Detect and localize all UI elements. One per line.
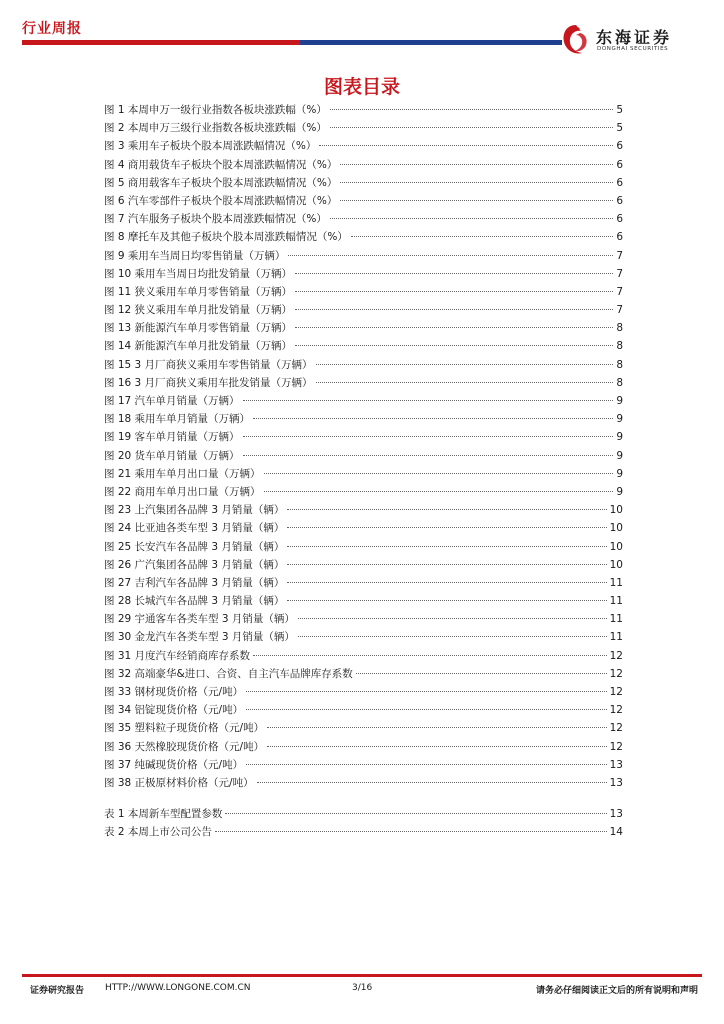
- toc-leader-dots: [340, 200, 613, 201]
- toc-entry-page: 11: [609, 595, 623, 608]
- toc-entry-label: 图 14 新能源汽车单月批发销量（万辆）: [104, 340, 293, 353]
- toc-leader-dots: [287, 509, 606, 510]
- toc-entry[interactable]: [104, 823, 623, 841]
- toc-entry-page: 8: [616, 376, 623, 389]
- toc-leader-dots: [295, 345, 613, 346]
- toc-entry[interactable]: [104, 447, 623, 465]
- toc-leader-dots: [288, 255, 613, 256]
- toc-entry-page: 12: [609, 686, 623, 698]
- toc-entry[interactable]: [104, 137, 623, 155]
- toc-entry-page: 6: [616, 213, 623, 226]
- toc-entry-label: 表 1 本周新车型配置参数: [104, 808, 223, 821]
- toc-leader-dots: [264, 491, 614, 492]
- toc-entry-label: 图 17 汽车单月销量（万辆）: [104, 395, 240, 407]
- toc-entry[interactable]: [104, 556, 623, 574]
- toc-entry[interactable]: [104, 610, 623, 628]
- toc-entry-page: 10: [609, 504, 623, 517]
- toc-entry-page: 6: [616, 140, 623, 153]
- toc-entry-label: 图 25 长安汽车各品牌 3 月销量（辆）: [104, 540, 285, 553]
- toc-entry[interactable]: [104, 483, 623, 501]
- footer-disclaimer: 请务必仔细阅读正文后的所有说明和声明: [535, 986, 698, 996]
- toc-entry-label: 图 13 新能源汽车单月零售销量（万辆）: [104, 322, 293, 335]
- footer-report-type: 证券研究报告: [30, 986, 85, 996]
- toc-list: [104, 101, 623, 842]
- toc-entry-page: 6: [616, 194, 623, 207]
- toc-entry[interactable]: [104, 301, 623, 319]
- toc-entry[interactable]: [104, 319, 623, 337]
- toc-leader-dots: [330, 127, 613, 128]
- toc-entry[interactable]: [104, 774, 623, 792]
- toc-leader-dots: [298, 618, 607, 619]
- toc-entry-page: 7: [616, 285, 623, 298]
- toc-leader-dots: [351, 236, 613, 237]
- toc-entry-label: 图 30 金龙汽车各类车型 3 月销量（辆）: [104, 631, 295, 644]
- toc-leader-dots: [316, 364, 614, 365]
- toc-entry-label: 图 8 摩托车及其他子板块个股本周涨跌幅情况（%）: [104, 231, 348, 244]
- toc-leader-dots: [340, 182, 613, 183]
- toc-entry-label: 图 21 乘用车单月出口量（万辆）: [104, 467, 261, 480]
- toc-entry-page: 9: [616, 413, 623, 426]
- toc-entry[interactable]: [104, 805, 623, 823]
- header-rule-blue: [300, 40, 562, 45]
- toc-entry-label: 图 22 商用车单月出口量（万辆）: [104, 485, 261, 498]
- footer-website-link[interactable]: HTTP://WWW.LONGONE.COM.CN: [105, 983, 251, 993]
- toc-leader-dots: [246, 709, 607, 710]
- toc-entry-label: 图 37 纯碱现货价格（元/吨）: [104, 758, 244, 771]
- toc-entry-label: 图 15 3 月厂商狭义乘用车零售销量（万辆）: [104, 358, 313, 371]
- toc-entry-label: 图 4 商用载货车子板块个股本周涨跌幅情况（%）: [104, 158, 338, 171]
- toc-title: 图表目录: [323, 76, 400, 98]
- toc-leader-dots: [287, 600, 606, 601]
- toc-entry[interactable]: [104, 628, 623, 646]
- toc-section-gap: [104, 792, 623, 805]
- toc-entry[interactable]: [104, 428, 623, 446]
- toc-entry-page: 10: [609, 522, 623, 535]
- toc-leader-dots: [287, 546, 606, 547]
- toc-entry[interactable]: [104, 356, 623, 374]
- toc-entry-label: 图 29 宇通客车各类车型 3 月销量（辆）: [104, 613, 295, 626]
- toc-entry[interactable]: [104, 574, 623, 592]
- toc-entry-label: 图 26 广汽集团各品牌 3 月销量（辆）: [104, 558, 285, 571]
- toc-leader-dots: [225, 813, 606, 814]
- toc-entry-page: 6: [616, 231, 623, 244]
- toc-leader-dots: [356, 673, 607, 674]
- toc-entry-page: 13: [609, 758, 623, 771]
- toc-entry[interactable]: [104, 192, 623, 210]
- toc-leader-dots: [287, 582, 606, 583]
- toc-entry-label: 图 34 铝锭现货价格（元/吨）: [104, 704, 244, 717]
- toc-entry[interactable]: [104, 156, 623, 174]
- toc-entry-label: 图 9 乘用车当周日均零售销量（万辆）: [104, 249, 286, 262]
- toc-entry-page: 12: [609, 740, 623, 753]
- toc-leader-dots: [215, 831, 607, 832]
- toc-entry-label: 图 12 狭义乘用车单月批发销量（万辆）: [104, 304, 293, 317]
- toc-entry-label: 图 7 汽车服务子板块个股本周涨跌幅情况（%）: [104, 213, 327, 226]
- toc-leader-dots: [267, 746, 607, 747]
- toc-entry[interactable]: [104, 337, 623, 355]
- toc-entry[interactable]: [104, 410, 623, 428]
- toc-entry-label: 图 38 正极原材料价格（元/吨）: [104, 776, 254, 789]
- toc-leader-dots: [287, 527, 606, 528]
- toc-entry-page: 10: [609, 558, 623, 571]
- toc-entry-page: 8: [616, 322, 623, 335]
- toc-entry-page: 6: [616, 158, 623, 171]
- toc-entry-label: 图 11 狭义乘用车单月零售销量（万辆）: [104, 285, 293, 298]
- company-logo: [560, 22, 710, 62]
- dragon-logo-icon: [560, 22, 592, 58]
- toc-entry-page: 9: [616, 485, 623, 498]
- toc-entry-page: 7: [616, 304, 623, 317]
- toc-entry-label: 图 23 上汽集团各品牌 3 月销量（辆）: [104, 504, 285, 517]
- toc-entry[interactable]: [104, 374, 623, 392]
- toc-leader-dots: [246, 764, 607, 765]
- toc-entry-page: 7: [616, 267, 623, 280]
- toc-entry-page: 9: [616, 431, 623, 444]
- toc-entry-page: 8: [616, 340, 623, 353]
- toc-leader-dots: [316, 382, 614, 383]
- toc-entry[interactable]: [104, 501, 623, 519]
- toc-leader-dots: [330, 218, 613, 219]
- toc-entry-label: 图 1 本周申万一级行业指数各板块涨跌幅（%）: [104, 104, 327, 116]
- toc-entry[interactable]: [104, 174, 623, 192]
- toc-leader-dots: [243, 436, 614, 437]
- toc-entry-page: 11: [609, 631, 623, 644]
- toc-leader-dots: [295, 273, 613, 274]
- toc-entry[interactable]: [104, 683, 623, 701]
- toc-entry-page: 12: [609, 649, 623, 662]
- toc-entry-label: 图 28 长城汽车各品牌 3 月销量（辆）: [104, 595, 285, 608]
- toc-leader-dots: [267, 727, 607, 728]
- toc-entry[interactable]: [104, 647, 623, 665]
- toc-entry-label: 图 20 货车单月销量（万辆）: [104, 449, 240, 462]
- toc-leader-dots: [319, 145, 613, 146]
- toc-entry-label: 图 19 客车单月销量（万辆）: [104, 431, 240, 444]
- toc-entry-label: 图 2 本周申万三级行业指数各板块涨跌幅（%）: [104, 122, 327, 135]
- toc-entry[interactable]: [104, 719, 623, 737]
- toc-entry-label: 图 3 乘用车子板块个股本周涨跌幅情况（%）: [104, 140, 317, 153]
- toc-entry-page: 9: [616, 449, 623, 462]
- toc-entry[interactable]: [104, 119, 623, 137]
- toc-entry-page: 12: [609, 667, 623, 680]
- toc-entry[interactable]: [104, 265, 623, 283]
- toc-entry-page: 9: [616, 467, 623, 480]
- toc-leader-dots: [330, 109, 613, 110]
- toc-entry[interactable]: [104, 101, 623, 119]
- toc-leader-dots: [257, 782, 607, 783]
- toc-entry[interactable]: [104, 519, 623, 537]
- toc-leader-dots: [264, 473, 614, 474]
- logo-chinese-name: 东海证券: [596, 28, 673, 47]
- footer-rule: [22, 974, 702, 977]
- toc-entry-page: 13: [609, 776, 623, 789]
- toc-entry[interactable]: [104, 228, 623, 246]
- toc-leader-dots: [253, 418, 613, 419]
- toc-entry[interactable]: [104, 701, 623, 719]
- toc-entry[interactable]: [104, 283, 623, 301]
- toc-entry-label: 图 32 高端豪华&进口、合资、自主汽车品牌库存系数: [104, 667, 353, 680]
- toc-leader-dots: [298, 636, 607, 637]
- toc-entry-label: 图 5 商用载客车子板块个股本周涨跌幅情况（%）: [104, 176, 338, 189]
- toc-entry-page: 13: [609, 808, 623, 821]
- toc-entry-page: 14: [609, 826, 623, 839]
- toc-entry-label: 图 24 比亚迪各类车型 3 月销量（辆）: [104, 522, 285, 535]
- footer-page-number: 3/16: [352, 983, 373, 993]
- toc-leader-dots: [295, 327, 613, 328]
- logo-english-name: DONGHAI SECURITIES: [597, 46, 669, 52]
- toc-leader-dots: [243, 400, 614, 401]
- toc-entry-page: 9: [616, 395, 623, 407]
- toc-entry-label: 图 36 天然橡胶现货价格（元/吨）: [104, 740, 265, 753]
- toc-entry[interactable]: [104, 538, 623, 556]
- toc-entry[interactable]: [104, 247, 623, 265]
- toc-leader-dots: [295, 309, 613, 310]
- toc-entry-label: 图 27 吉利汽车各品牌 3 月销量（辆）: [104, 576, 285, 589]
- toc-entry-page: 10: [609, 540, 623, 553]
- toc-entry-page: 12: [609, 704, 623, 717]
- toc-entry-label: 图 10 乘用车当周日均批发销量（万辆）: [104, 267, 293, 280]
- toc-leader-dots: [287, 564, 606, 565]
- toc-entry-page: 6: [616, 176, 623, 189]
- toc-entry-page: 7: [616, 249, 623, 262]
- toc-entry-label: 图 16 3 月厂商狭义乘用车批发销量（万辆）: [104, 376, 313, 389]
- toc-entry[interactable]: [104, 210, 623, 228]
- toc-entry-label: 图 33 钢材现货价格（元/吨）: [104, 686, 244, 698]
- toc-entry-page: 5: [616, 104, 623, 116]
- toc-entry-label: 图 35 塑料粒子现货价格（元/吨）: [104, 722, 265, 735]
- toc-entry-page: 5: [616, 122, 623, 135]
- toc-entry-page: 11: [609, 613, 623, 626]
- toc-entry[interactable]: [104, 738, 623, 756]
- toc-entry-label: 表 2 本周上市公司公告: [104, 826, 212, 839]
- toc-entry[interactable]: [104, 756, 623, 774]
- toc-leader-dots: [243, 455, 614, 456]
- toc-entry-page: 11: [609, 576, 623, 589]
- toc-leader-dots: [340, 164, 613, 165]
- toc-entry-page: 12: [609, 722, 623, 735]
- report-type-label: 行业周报: [22, 21, 82, 37]
- toc-entry-label: 图 31 月度汽车经销商库存系数: [104, 649, 251, 662]
- toc-entry[interactable]: [104, 392, 623, 410]
- toc-entry[interactable]: [104, 465, 623, 483]
- toc-entry-page: 8: [616, 358, 623, 371]
- toc-entry-label: 图 18 乘用车单月销量（万辆）: [104, 413, 251, 426]
- toc-entry-label: 图 6 汽车零部件子板块个股本周涨跌幅情况（%）: [104, 194, 338, 207]
- toc-leader-dots: [295, 291, 613, 292]
- toc-entry[interactable]: [104, 592, 623, 610]
- toc-entry[interactable]: [104, 665, 623, 683]
- toc-leader-dots: [253, 655, 607, 656]
- toc-leader-dots: [246, 691, 607, 692]
